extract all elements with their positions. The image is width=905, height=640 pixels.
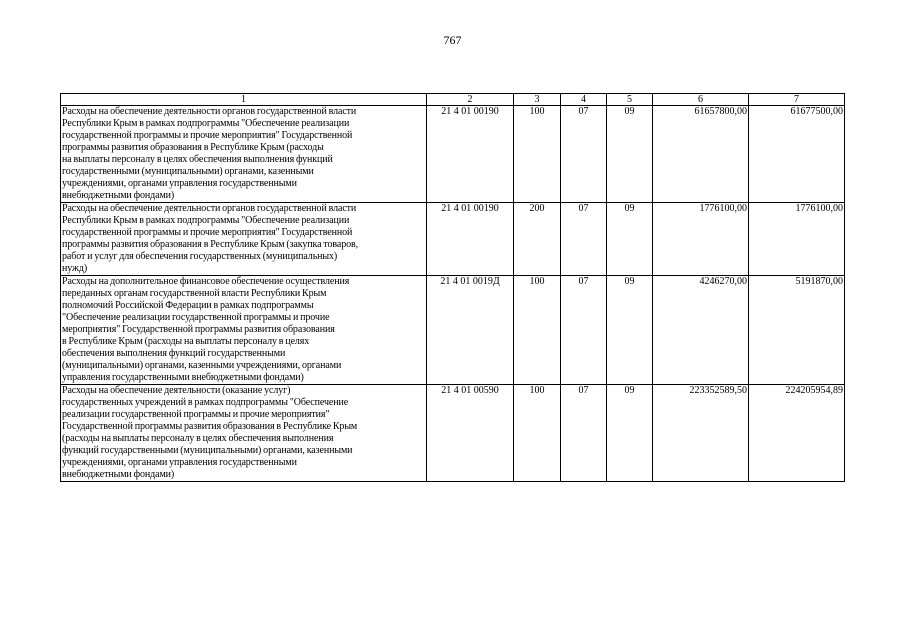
row-subsection-code: 09 [607, 106, 653, 203]
row-amount-col6: 4246270,00 [653, 276, 749, 385]
row-amount-col7: 5191870,00 [749, 276, 845, 385]
row-expense-type-code: 100 [514, 276, 561, 385]
page-number: 767 [443, 33, 462, 47]
row-amount-col6: 223352589,50 [653, 385, 749, 482]
row-subsection-code: 09 [607, 276, 653, 385]
row-target-article-code: 21 4 01 00590 [427, 385, 514, 482]
row-description: Расходы на обеспечение деятельности органов государственной власти Республики Крым в рамках подпрограммы "Обеспечение реализации государственной программы и прочие мероприятия" Государственной программы развития образования в Республике Крым (расходы на выплаты персоналу в целях обеспечения выполнения функций государственными (муниципальными) органами, казенными учреждениями, органами управления государственными внебюджетными фондами) [61, 106, 427, 203]
table-header-row [61, 94, 845, 106]
column-header: 4 [561, 94, 607, 106]
row-amount-col6: 61657800,00 [653, 106, 749, 203]
row-amount-col7: 224205954,89 [749, 385, 845, 482]
column-header: 3 [514, 94, 561, 106]
column-header: 1 [61, 94, 427, 106]
row-amount-col7: 61677500,00 [749, 106, 845, 203]
row-section-code: 07 [561, 106, 607, 203]
column-header: 7 [749, 94, 845, 106]
row-section-code: 07 [561, 276, 607, 385]
table-row [61, 276, 845, 385]
row-target-article-code: 21 4 01 00190 [427, 106, 514, 203]
row-expense-type-code: 200 [514, 203, 561, 276]
row-expense-type-code: 100 [514, 106, 561, 203]
row-section-code: 07 [561, 385, 607, 482]
row-amount-col6: 1776100,00 [653, 203, 749, 276]
row-section-code: 07 [561, 203, 607, 276]
column-header: 2 [427, 94, 514, 106]
row-expense-type-code: 100 [514, 385, 561, 482]
table-row [61, 385, 845, 482]
table-row [61, 203, 845, 276]
row-description: Расходы на обеспечение деятельности органов государственной власти Республики Крым в рамках подпрограммы "Обеспечение реализации государственной программы и прочие мероприятия" Государственной программы развития образования в Республике Крым (закупка товаров, работ и услуг для обеспечения государственных (муниципальных) нужд) [61, 203, 427, 276]
row-target-article-code: 21 4 01 0019Д [427, 276, 514, 385]
row-description: Расходы на обеспечение деятельности (оказание услуг) государственных учреждений в рамках подпрограммы "Обеспечение реализации государственной программы и прочие мероприятия" Государственной программы развития образования в Республике Крым (расходы на выплаты персоналу в целях обеспечения выполнения функций государственными (муниципальными) органами, казенными учреждениями, органами управления государственными внебюджетными фондами) [61, 385, 427, 482]
row-subsection-code: 09 [607, 385, 653, 482]
row-target-article-code: 21 4 01 00190 [427, 203, 514, 276]
table-row [61, 106, 845, 203]
column-header: 6 [653, 94, 749, 106]
row-subsection-code: 09 [607, 203, 653, 276]
column-header: 5 [607, 94, 653, 106]
budget-table [60, 93, 845, 482]
row-amount-col7: 1776100,00 [749, 203, 845, 276]
row-description: Расходы на дополнительное финансовое обеспечение осуществления переданных органам государственной власти Республики Крым полномочий Российской Федерации в рамках подпрограммы "Обеспечение реализации государственной программы и прочие мероприятия" Государственной программы развития образования в Республике Крым (расходы на выплаты персоналу в целях обеспечения выполнения функций государственными (муниципальными) органами, казенными учреждениями, органами управления государственными внебюджетными фондами) [61, 276, 427, 385]
